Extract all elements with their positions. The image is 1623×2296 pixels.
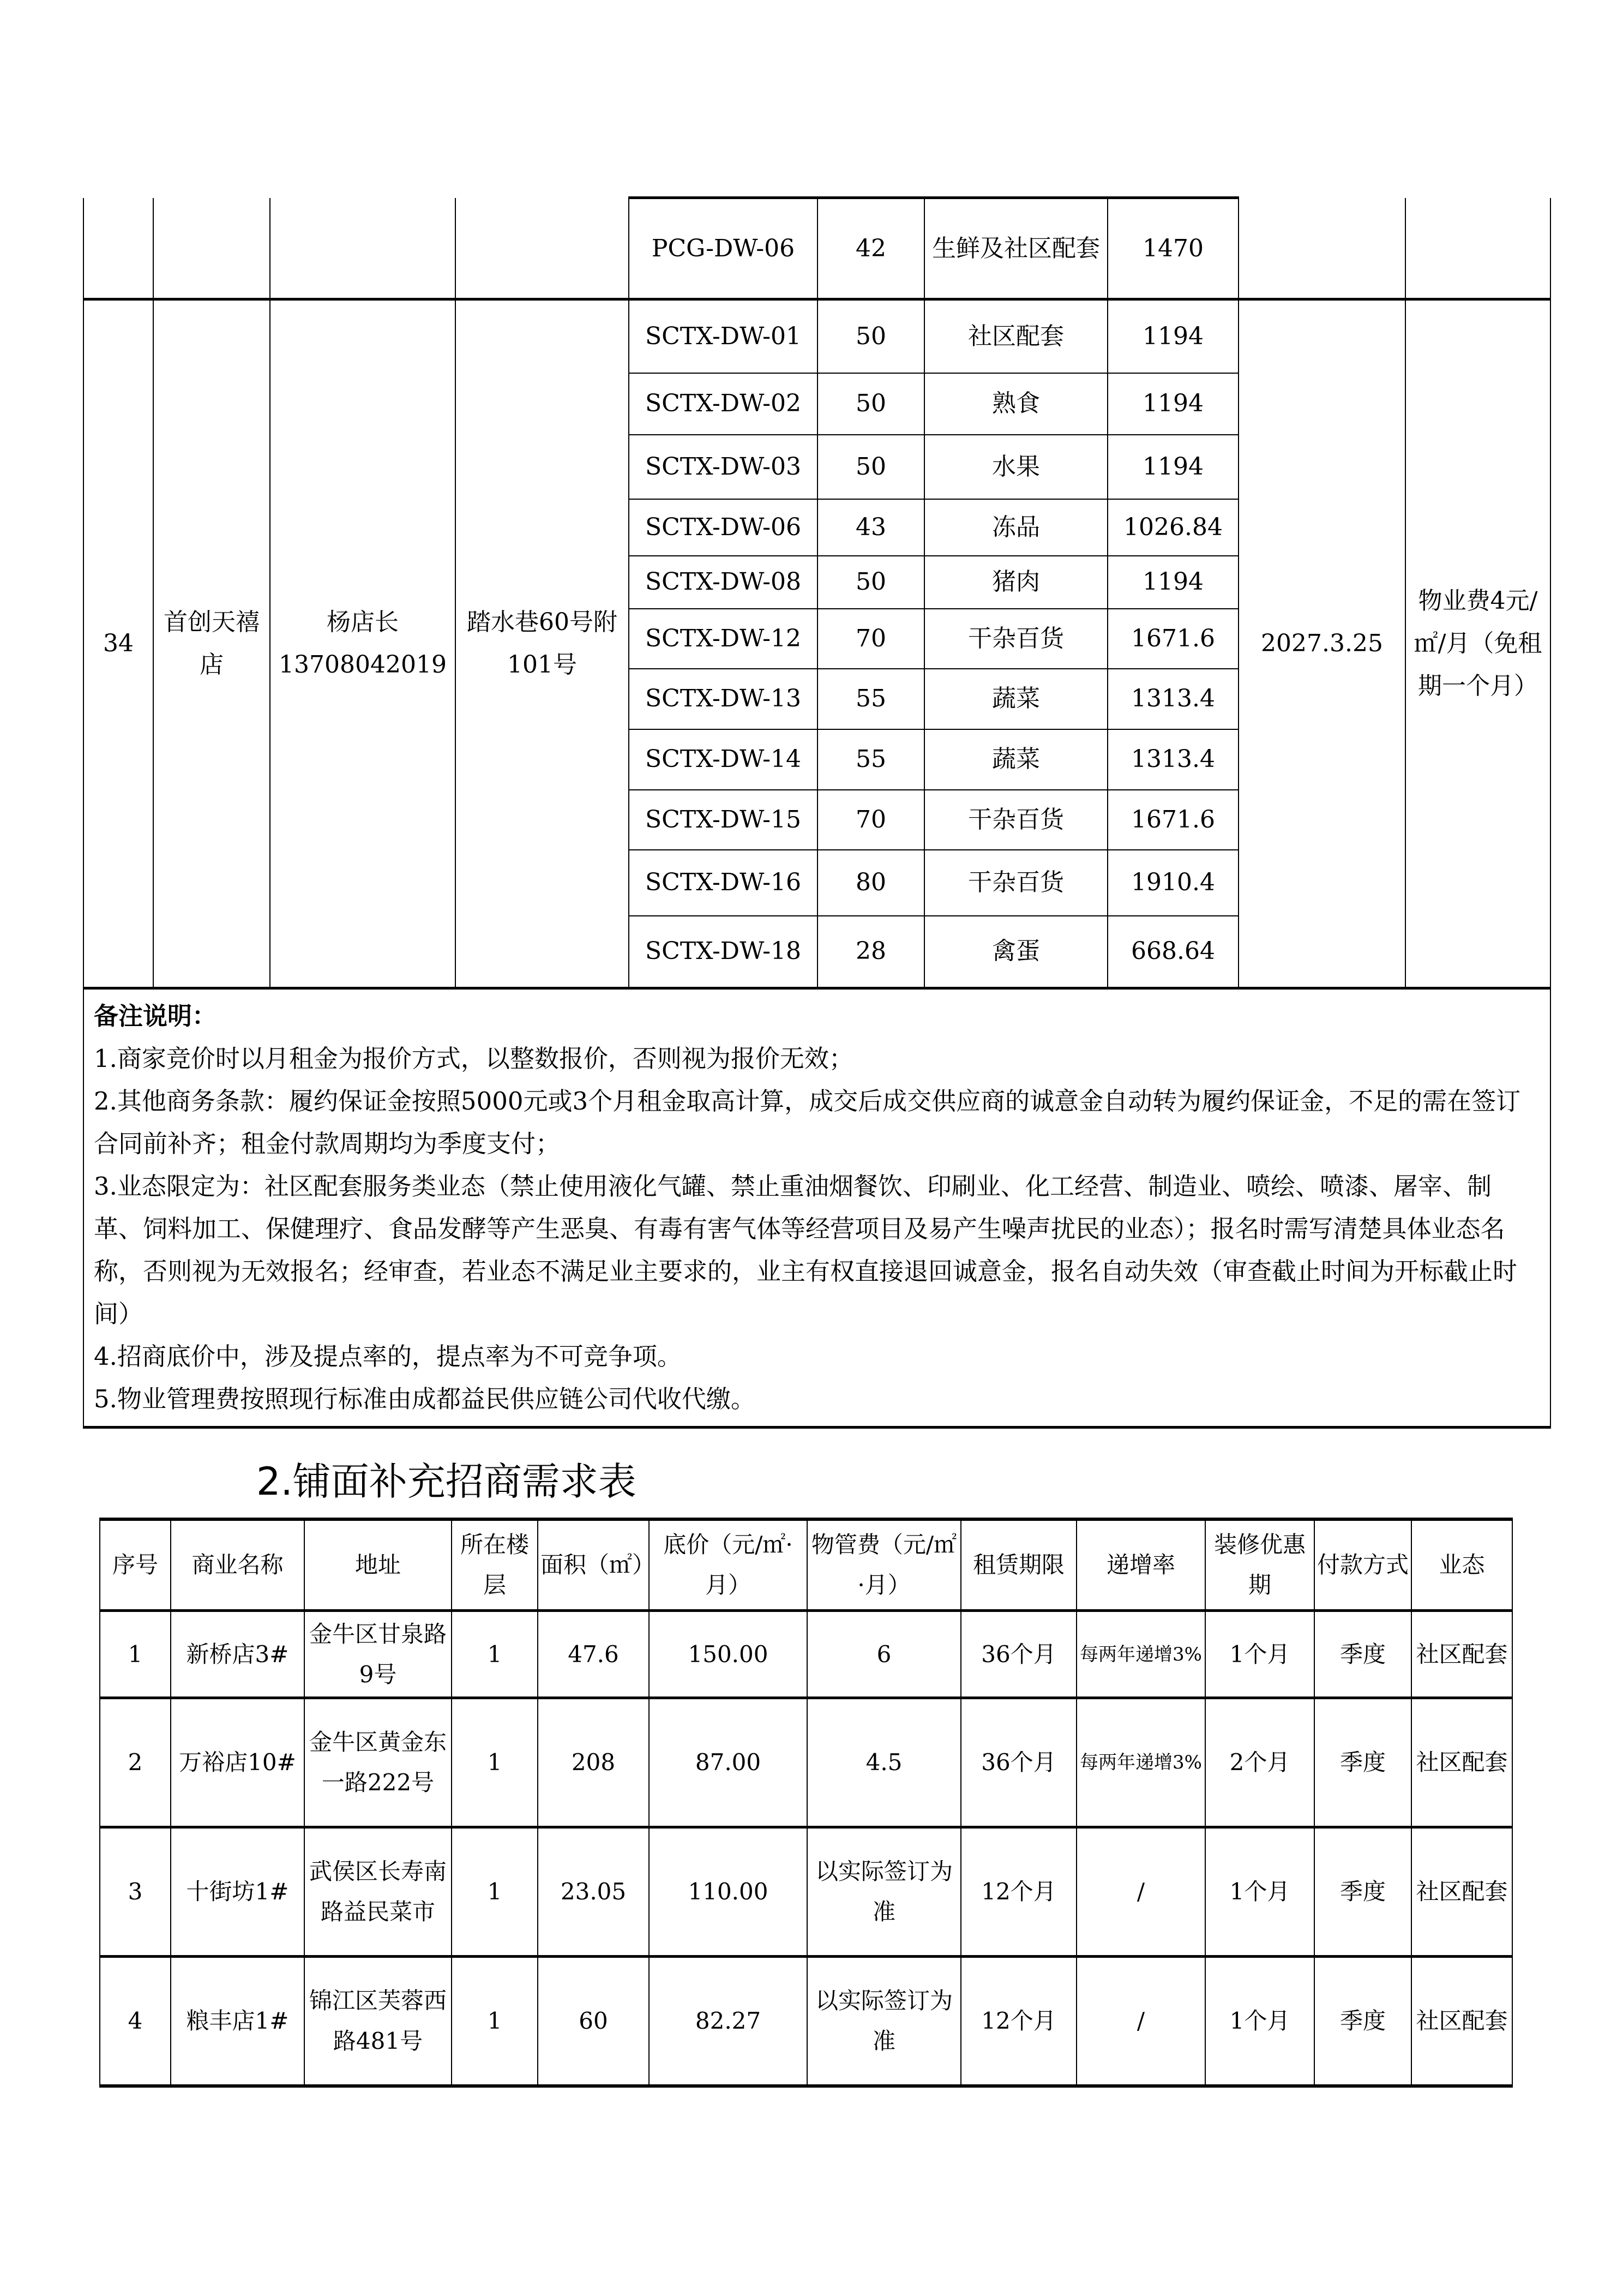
header-cell: 装修优惠期 — [1205, 1519, 1314, 1611]
cell-base-price: 150.00 — [649, 1611, 807, 1698]
table-row — [83, 299, 1550, 373]
cell-business: 社区配套 — [1411, 1957, 1512, 2087]
section-title: 2.铺面补充招商需求表 — [256, 1459, 636, 1504]
cell-lease-term: 12个月 — [961, 1827, 1077, 1957]
cell-payment: 季度 — [1314, 1698, 1411, 1827]
cell-property-fee: 4.5 — [807, 1698, 961, 1827]
header-cell: 面积（㎡） — [538, 1519, 649, 1611]
notes-cell — [83, 988, 1550, 1428]
cell-address: 武侯区长寿南路益民菜市 — [304, 1827, 452, 1957]
unit-business: 蔬菜 — [924, 729, 1108, 790]
cell-name: 新桥店3# — [171, 1611, 304, 1698]
unit-business: 生鲜及社区配套 — [924, 198, 1108, 299]
header-cell: 地址 — [304, 1519, 452, 1611]
table-header-row — [100, 1519, 1512, 1611]
cell-floor: 1 — [452, 1698, 538, 1827]
table-row — [100, 1957, 1512, 2087]
unit-business: 干杂百货 — [924, 609, 1108, 669]
cell-area: 47.6 — [538, 1611, 649, 1698]
row-number: 34 — [83, 299, 153, 988]
unit-price: 1194 — [1108, 556, 1239, 609]
cell-increase-rate: 每两年递增3% — [1077, 1611, 1205, 1698]
unit-code: SCTX-DW-02 — [629, 373, 817, 435]
unit-area: 50 — [817, 435, 924, 499]
cell-property-fee: 6 — [807, 1611, 961, 1698]
cell-name: 万裕店10# — [171, 1698, 304, 1827]
cell-address: 金牛区黄金东一路222号 — [304, 1698, 452, 1827]
cell-fitout-period: 1个月 — [1205, 1827, 1314, 1957]
cell-address: 锦江区芙蓉西路481号 — [304, 1957, 452, 2087]
cell-increase-rate: / — [1077, 1957, 1205, 2087]
unit-area: 43 — [817, 499, 924, 556]
cell-no: 2 — [100, 1698, 171, 1827]
cell-increase-rate: / — [1077, 1827, 1205, 1957]
unit-code: SCTX-DW-18 — [629, 916, 817, 988]
cell-floor: 1 — [452, 1611, 538, 1698]
unit-code: PCG-DW-06 — [629, 198, 817, 299]
remark: 物业费4元/㎡/月（免租期一个月） — [1405, 299, 1550, 988]
unit-code: SCTX-DW-06 — [629, 499, 817, 556]
cell-name: 十街坊1# — [171, 1827, 304, 1957]
table-row — [83, 198, 1550, 299]
unit-area: 80 — [817, 850, 924, 916]
unit-business: 猪肉 — [924, 556, 1108, 609]
store-name: 首创天禧店 — [153, 299, 270, 988]
cell-payment: 季度 — [1314, 1957, 1411, 2087]
cell-payment: 季度 — [1314, 1611, 1411, 1698]
deadline: 2027.3.25 — [1239, 299, 1405, 988]
contact — [270, 299, 455, 988]
cell-business: 社区配套 — [1411, 1611, 1512, 1698]
unit-price: 1026.84 — [1108, 499, 1239, 556]
unit-area: 55 — [817, 669, 924, 729]
cell-fitout-period: 2个月 — [1205, 1698, 1314, 1827]
table-row — [100, 1827, 1512, 1957]
cell-business: 社区配套 — [1411, 1698, 1512, 1827]
header-cell: 序号 — [100, 1519, 171, 1611]
cell-no: 1 — [100, 1611, 171, 1698]
unit-area: 50 — [817, 556, 924, 609]
cell-area: 23.05 — [538, 1827, 649, 1957]
unit-business: 干杂百货 — [924, 850, 1108, 916]
unit-business: 蔬菜 — [924, 669, 1108, 729]
contact-name: 杨店长 — [327, 608, 399, 636]
unit-price: 1671.6 — [1108, 790, 1239, 850]
cell-base-price: 110.00 — [649, 1827, 807, 1957]
unit-area: 50 — [817, 373, 924, 435]
unit-price: 1194 — [1108, 299, 1239, 373]
unit-code: SCTX-DW-12 — [629, 609, 817, 669]
unit-price: 1194 — [1108, 373, 1239, 435]
cell-base-price: 82.27 — [649, 1957, 807, 2087]
note-item: 5.物业管理费按照现行标准由成都益民供应链公司代收代缴。 — [94, 1384, 755, 1413]
unit-area: 28 — [817, 916, 924, 988]
store-address: 踏水巷60号附101号 — [455, 299, 629, 988]
unit-business: 禽蛋 — [924, 916, 1108, 988]
note-item: 1.商家竞价时以月租金为报价方式，以整数报价，否则视为报价无效； — [94, 1044, 853, 1073]
unit-area: 42 — [817, 198, 924, 299]
header-cell: 付款方式 — [1314, 1519, 1411, 1611]
cell-fitout-period: 1个月 — [1205, 1611, 1314, 1698]
notes-title: 备注说明： — [94, 1002, 217, 1030]
header-cell: 底价（元/㎡·月） — [649, 1519, 807, 1611]
header-cell: 物管费（元/㎡·月） — [807, 1519, 961, 1611]
unit-code: SCTX-DW-03 — [629, 435, 817, 499]
cell-base-price: 87.00 — [649, 1698, 807, 1827]
unit-business: 水果 — [924, 435, 1108, 499]
unit-code: SCTX-DW-14 — [629, 729, 817, 790]
unit-price: 1910.4 — [1108, 850, 1239, 916]
cell-area: 208 — [538, 1698, 649, 1827]
unit-area: 70 — [817, 609, 924, 669]
cell-lease-term: 36个月 — [961, 1698, 1077, 1827]
note-item: 4.招商底价中，涉及提点率的，提点率为不可竞争项。 — [94, 1342, 682, 1371]
unit-price: 1313.4 — [1108, 669, 1239, 729]
unit-price: 1470 — [1108, 198, 1239, 299]
cell-increase-rate: 每两年递增3% — [1077, 1698, 1205, 1827]
cell-area: 60 — [538, 1957, 649, 2087]
unit-business: 冻品 — [924, 499, 1108, 556]
cell-address: 金牛区甘泉路9号 — [304, 1611, 452, 1698]
unit-business: 社区配套 — [924, 299, 1108, 373]
unit-price: 668.64 — [1108, 916, 1239, 988]
supplementary-shop-table — [99, 1518, 1513, 2088]
cell-property-fee: 以实际签订为准 — [807, 1827, 961, 1957]
header-cell: 所在楼层 — [452, 1519, 538, 1611]
unit-area: 55 — [817, 729, 924, 790]
header-cell: 租赁期限 — [961, 1519, 1077, 1611]
unit-price: 1194 — [1108, 435, 1239, 499]
cell-fitout-period: 1个月 — [1205, 1957, 1314, 2087]
unit-code: SCTX-DW-16 — [629, 850, 817, 916]
contact-phone: 13708042019 — [279, 651, 447, 679]
note-item: 2.其他商务条款：履约保证金按照5000元或3个月租金取高计算，成交后成交供应商的诚意金自动转为履约保证金，不足的需在签订合同前补齐；租金付款周期均为季度支付； — [94, 1087, 1521, 1158]
unit-code: SCTX-DW-08 — [629, 556, 817, 609]
header-cell: 递增率 — [1077, 1519, 1205, 1611]
cell-lease-term: 36个月 — [961, 1611, 1077, 1698]
cell-property-fee: 以实际签订为准 — [807, 1957, 961, 2087]
unit-business: 干杂百货 — [924, 790, 1108, 850]
table-row — [100, 1698, 1512, 1827]
cell-floor: 1 — [452, 1957, 538, 2087]
cell-no: 3 — [100, 1827, 171, 1957]
notes-row — [83, 988, 1550, 1428]
cell-business: 社区配套 — [1411, 1827, 1512, 1957]
header-cell: 业态 — [1411, 1519, 1512, 1611]
unit-code: SCTX-DW-01 — [629, 299, 817, 373]
unit-business: 熟食 — [924, 373, 1108, 435]
note-item: 3.业态限定为：社区配套服务类业态（禁止使用液化气罐、禁止重油烟餐饮、印刷业、化工经营、制造业、喷绘、喷漆、屠宰、制革、饲料加工、保健理疗、食品发酵等产生恶臭、有毒有害气体等经营项目及易产生噪声扰民的业态）；报名时需写清楚具体业态名称，否则视为无效报名；经审查，若业态不满足业主要求的，业主有权直接退回诚意金，报名自动失效（审查截止时间为开标截止时间） — [94, 1172, 1518, 1328]
unit-price: 1313.4 — [1108, 729, 1239, 790]
unit-area: 50 — [817, 299, 924, 373]
cell-payment: 季度 — [1314, 1827, 1411, 1957]
cell-name: 粮丰店1# — [171, 1957, 304, 2087]
cell-no: 4 — [100, 1957, 171, 2087]
unit-price: 1671.6 — [1108, 609, 1239, 669]
unit-area: 70 — [817, 790, 924, 850]
unit-code: SCTX-DW-13 — [629, 669, 817, 729]
cell-lease-term: 12个月 — [961, 1957, 1077, 2087]
unit-code: SCTX-DW-15 — [629, 790, 817, 850]
table-row — [100, 1611, 1512, 1698]
tender-table-continued — [83, 196, 1551, 1429]
cell-floor: 1 — [452, 1827, 538, 1957]
header-cell: 商业名称 — [171, 1519, 304, 1611]
